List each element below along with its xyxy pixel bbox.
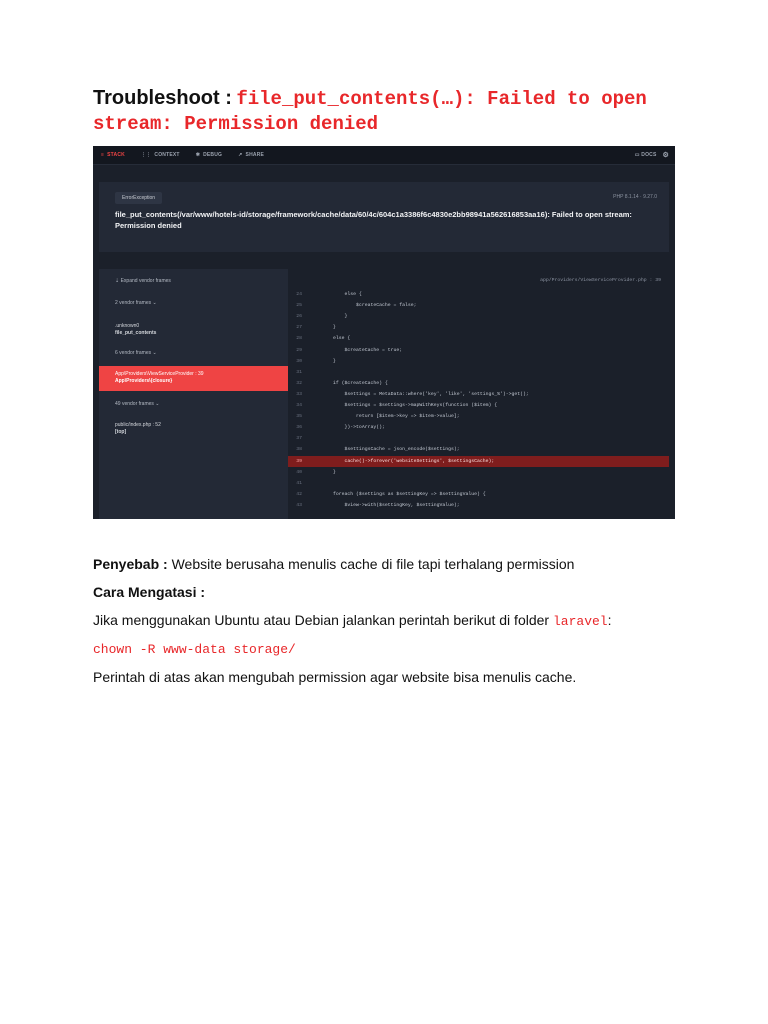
vendor-frames-group[interactable]: 2 vendor frames ⌄ <box>115 300 157 306</box>
file-path[interactable]: app/Providers/ViewServiceProvider.php : 39 <box>540 278 661 283</box>
docs-link[interactable]: ▭ DOCS <box>634 152 657 158</box>
code-line <box>288 289 669 300</box>
code-viewer <box>288 269 669 519</box>
line-text: return [$item->key => $item->value]; <box>310 414 460 420</box>
vendor-frames-group[interactable]: 6 vendor frames ⌄ <box>115 350 157 356</box>
line-number: 38 <box>296 447 302 453</box>
line-text: $createCache = true; <box>310 347 403 353</box>
line-text: $settingsCache = json_encode($settings); <box>310 447 460 453</box>
code-line <box>288 367 669 378</box>
context-icon: ⋮⋮ <box>140 152 152 158</box>
code-line <box>288 489 669 500</box>
code-line <box>288 333 669 344</box>
line-text: cache()->forever('websiteSettings', $settingsCache); <box>310 458 495 464</box>
fix-paragraph <box>93 612 693 629</box>
share-icon: ↗ <box>238 152 243 158</box>
expand-vendor-frames[interactable]: ⇣ Expand vendor frames <box>115 278 171 284</box>
line-number: 37 <box>296 436 302 442</box>
title-error: file_put_contents(…): Failed to open stream: Permission denied <box>93 88 647 135</box>
toolbar <box>93 146 675 165</box>
line-text: } <box>310 314 348 320</box>
line-text: else { <box>310 292 362 297</box>
title-label: Troubleshoot : <box>93 87 232 109</box>
line-number: 29 <box>296 347 302 353</box>
code-line <box>288 433 669 444</box>
exception-badge: ErrorException <box>115 192 162 204</box>
line-number: 36 <box>296 425 302 431</box>
line-number: 25 <box>296 303 302 309</box>
line-number: 24 <box>296 292 302 297</box>
error-screenshot <box>93 146 675 519</box>
code-line <box>288 456 669 467</box>
line-number: 31 <box>296 369 302 375</box>
line-number: 35 <box>296 414 302 420</box>
code-line <box>288 467 669 478</box>
code-line <box>288 444 669 455</box>
code-line <box>288 478 669 489</box>
code-line <box>288 411 669 422</box>
folder-name: laravel <box>552 614 608 629</box>
line-number: 40 <box>296 469 302 475</box>
tab-context[interactable]: ⋮⋮ CONTEXT <box>140 152 180 158</box>
tab-debug[interactable]: ✱ DEBUG <box>195 152 223 158</box>
line-number: 28 <box>296 336 302 342</box>
line-text: if ($createCache) { <box>310 380 388 386</box>
fix-label: Cara Mengatasi : <box>93 584 206 600</box>
line-text: $settings = $settings->mapWithKeys(function ($item) { <box>310 403 498 408</box>
frame-unknown[interactable]: .unknown0 file_put_contents <box>115 323 157 336</box>
code-line <box>288 311 669 322</box>
outro-paragraph: Perintah di atas akan mengubah permission agar website bisa menulis cache. <box>93 669 577 685</box>
cause-text: Website berusaha menulis cache di file tapi terhalang permission <box>167 556 575 572</box>
code-line <box>288 345 669 356</box>
exception-message: file_put_contents(/var/www/hotels-id/storage/framework/cache/data/60/4c/604c1a3386f6c4830e2bb98941a562616853aa16): Failed to open stream: Permission denied <box>115 210 632 230</box>
line-number: 27 <box>296 325 302 331</box>
line-number: 26 <box>296 314 302 320</box>
debug-icon: ✱ <box>195 152 201 158</box>
line-text: foreach ($settings as $settingKey => $settingValue) { <box>310 491 486 497</box>
line-text: else { <box>310 336 351 342</box>
fix-text: Jika menggunakan Ubuntu atau Debian jalankan perintah berikut di folder <box>93 612 553 628</box>
exception-panel <box>99 182 669 252</box>
cause-label: Penyebab : <box>93 556 168 572</box>
line-number: 42 <box>296 491 302 497</box>
line-number: 43 <box>296 502 302 508</box>
code-line <box>288 356 669 367</box>
code-line <box>288 422 669 433</box>
frame-public[interactable]: public/index.php : 52 [top] <box>115 422 161 435</box>
tab-stack[interactable]: ≡ STACK <box>101 152 125 158</box>
command: chown -R www-data storage/ <box>93 642 296 657</box>
vendor-frames-group[interactable]: 49 vendor frames ⌄ <box>115 401 160 407</box>
line-text: } <box>310 358 336 364</box>
code-line <box>288 322 669 333</box>
book-icon: ▭ <box>634 152 640 158</box>
stack-icon: ≡ <box>101 152 105 158</box>
line-number: 33 <box>296 391 302 397</box>
line-number: 39 <box>296 458 302 464</box>
line-text: $view->with($settingKey, $settingValue); <box>310 502 460 508</box>
line-number: 34 <box>296 403 302 408</box>
cause-paragraph <box>93 556 693 572</box>
line-number: 41 <box>296 480 302 486</box>
stack-frames <box>99 269 288 519</box>
code-line <box>288 389 669 400</box>
line-text: } <box>310 325 336 331</box>
line-text: $createCache = false; <box>310 303 417 309</box>
page-title <box>93 86 693 137</box>
tab-share[interactable]: ↗ SHARE <box>238 152 265 158</box>
line-text: })->toArray(); <box>310 425 385 431</box>
frame-selected[interactable]: App\Providers\ViewServiceProvider : 39 App\Providers\{closure} <box>99 366 288 391</box>
code-line <box>288 300 669 311</box>
gear-icon[interactable]: ⚙ <box>662 152 669 159</box>
php-version: PHP 8.1.14 · 9.27.0 <box>613 194 657 200</box>
line-text: } <box>310 469 336 475</box>
code-line <box>288 500 669 511</box>
line-text: $settings = MetaData::where('key', 'like', 'settings_%')->get(); <box>310 391 529 397</box>
line-number: 32 <box>296 380 302 386</box>
fix-heading <box>93 584 693 600</box>
line-number: 30 <box>296 358 302 364</box>
code-line <box>288 378 669 389</box>
code-line <box>288 400 669 411</box>
colon: : <box>607 612 612 628</box>
